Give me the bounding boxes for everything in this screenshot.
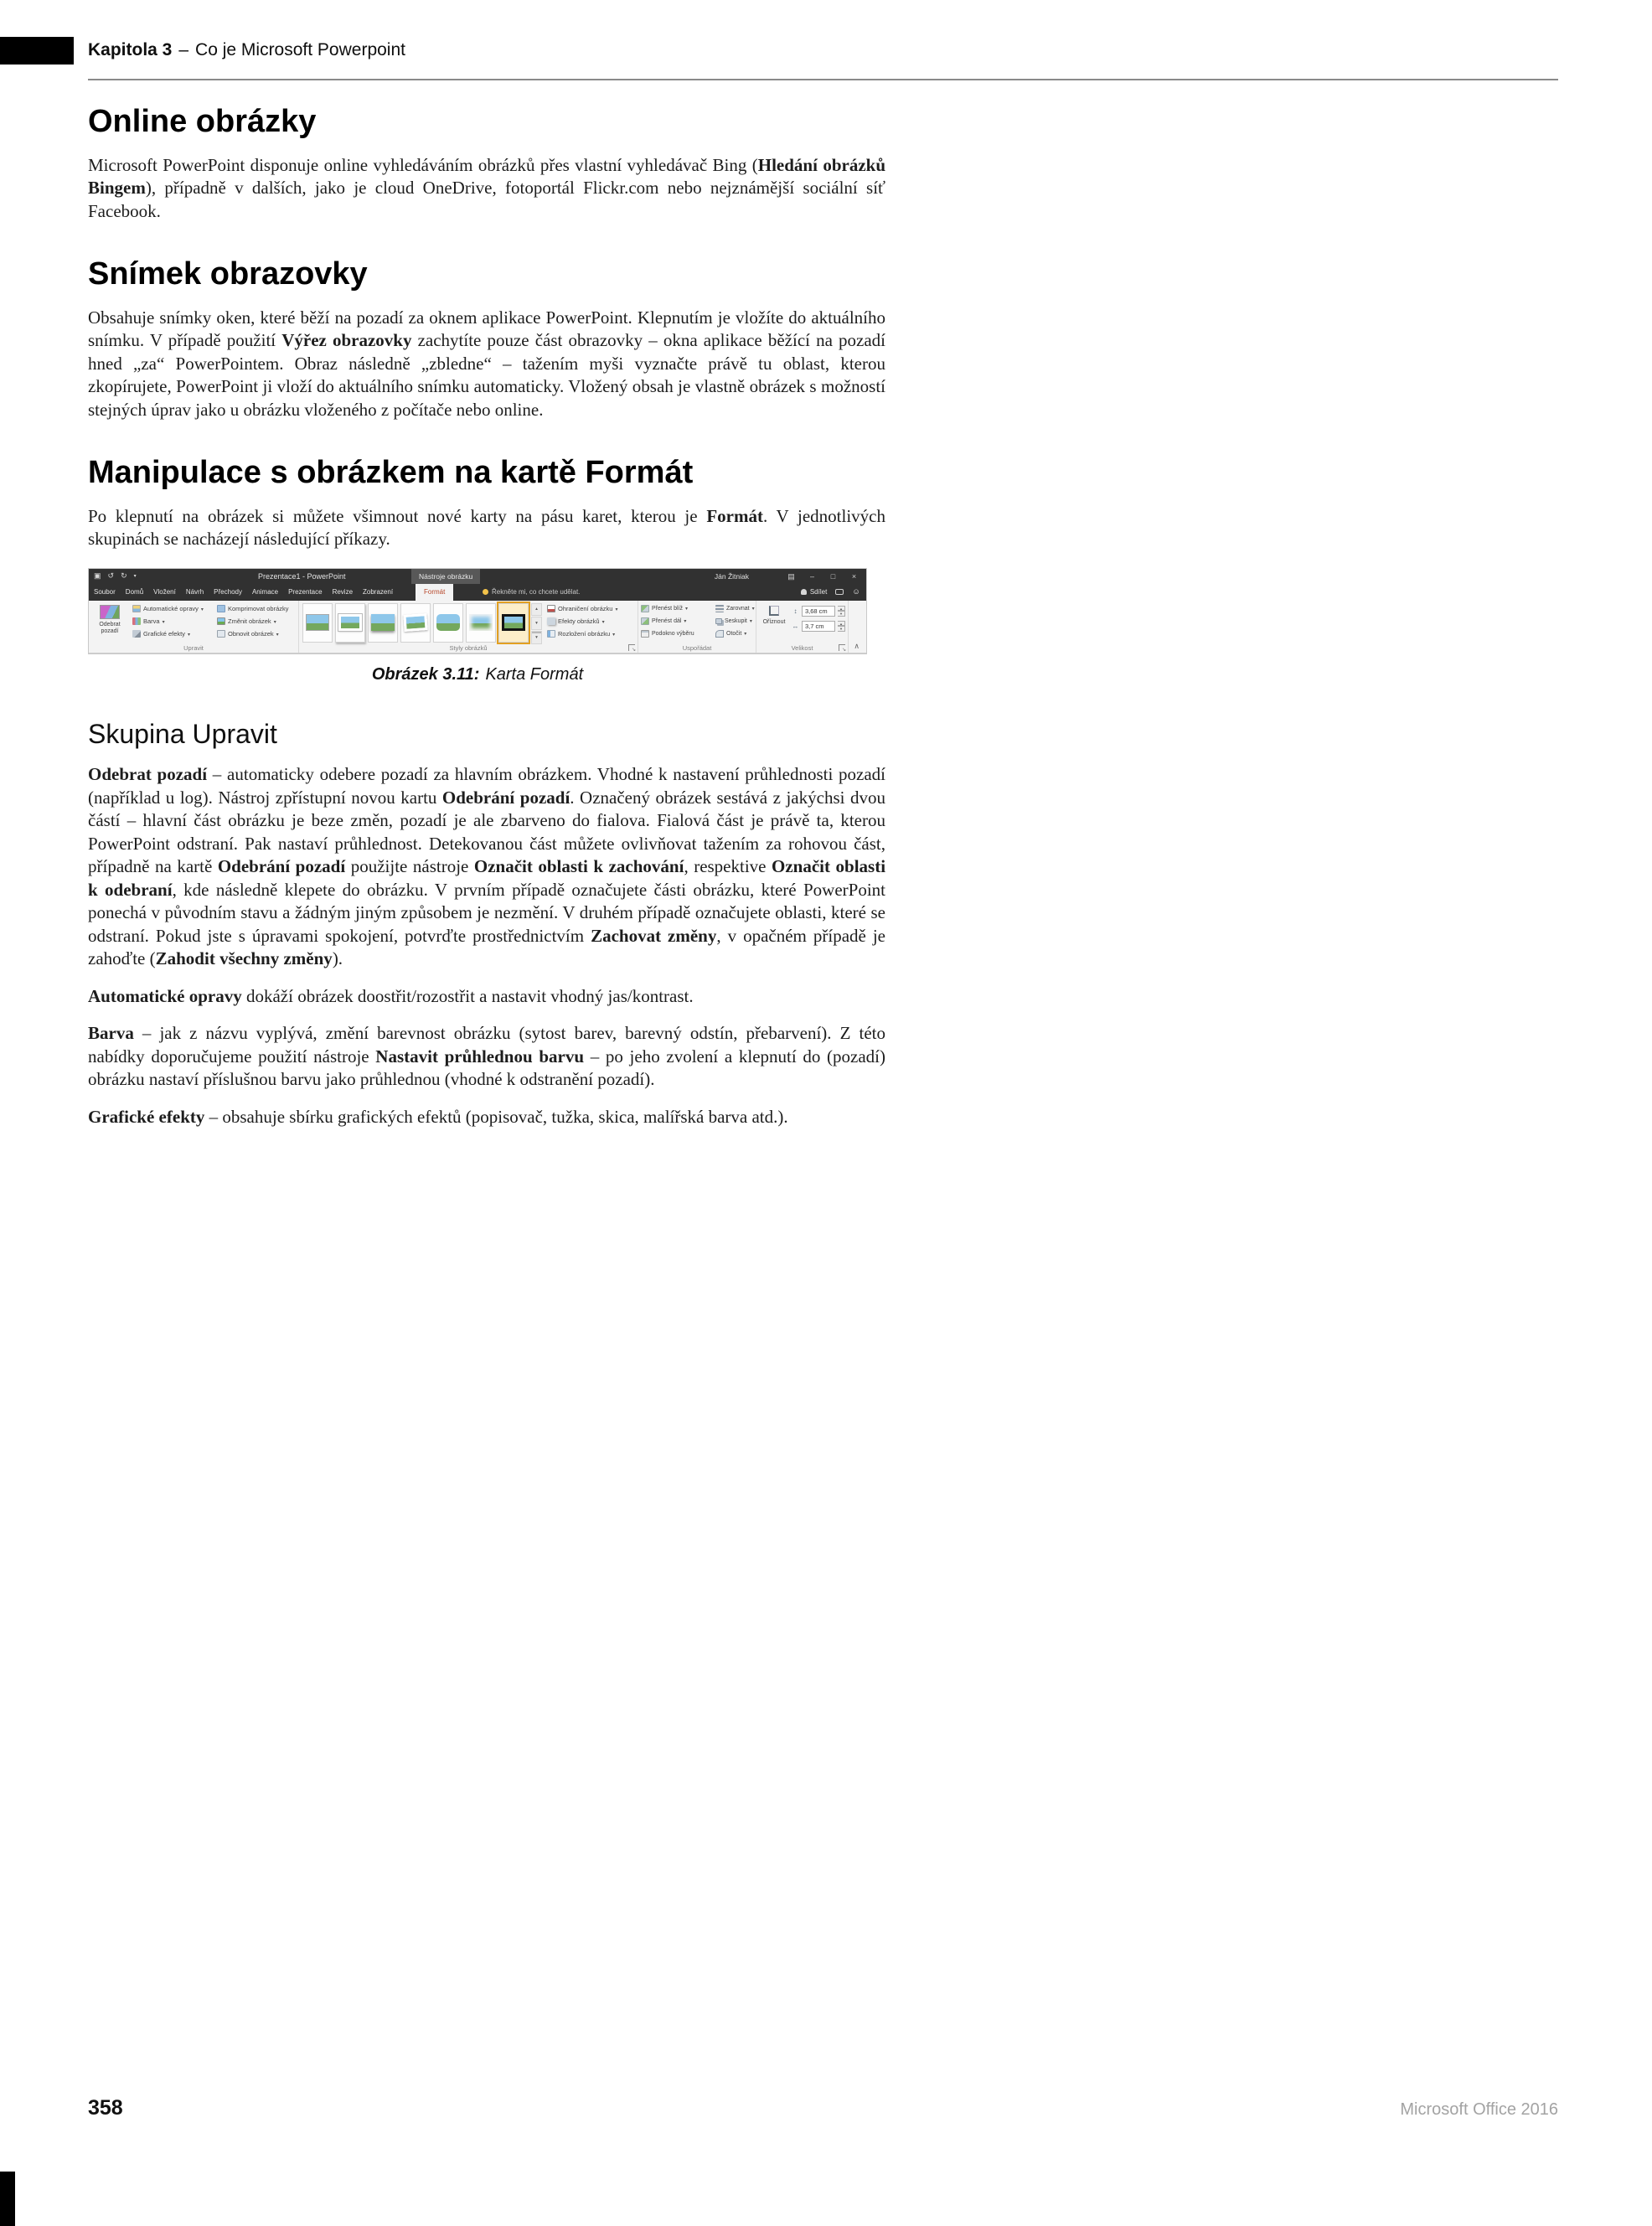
page-edge-mark-bottom xyxy=(0,2172,15,2226)
figure-ribbon-screenshot xyxy=(88,568,867,684)
corrections-label: Automatické opravy xyxy=(143,605,199,613)
send-backward-label: Přenést dál xyxy=(652,618,682,625)
tell-me-text: Řekněte mi, co chcete udělat. xyxy=(492,588,581,597)
feedback-smiley-icon[interactable]: ☺ xyxy=(852,586,860,597)
text-column xyxy=(88,92,885,1128)
tab-revize[interactable]: Revize xyxy=(332,587,354,596)
style-preview-image xyxy=(306,614,329,631)
crop-button[interactable] xyxy=(760,603,788,643)
gallery-scroll-down-icon[interactable]: ▾ xyxy=(531,617,542,630)
picture-style-thumbnail-selected[interactable] xyxy=(498,603,529,643)
paragraph-automaticke-opravy: Automatické opravy dokáží obrázek doostřit/rozostřit a nastavit vhodný jas/kontrast. xyxy=(88,985,694,1006)
minimize-icon[interactable]: – xyxy=(809,571,814,581)
stepper-up-icon[interactable]: ▴ xyxy=(838,606,845,612)
gallery-scroll-up-icon[interactable]: ▴ xyxy=(531,603,542,617)
selection-pane-label: Podokno výběru xyxy=(652,631,694,638)
dropdown-arrow-icon xyxy=(612,630,615,638)
height-input[interactable]: 3,68 cm xyxy=(802,606,835,617)
figure-caption-text: Karta Formát xyxy=(485,664,584,684)
dropdown-arrow-icon xyxy=(750,618,752,624)
collapse-ribbon-icon[interactable]: ∧ xyxy=(854,641,860,650)
remove-background-button[interactable] xyxy=(91,603,128,643)
picture-border-icon xyxy=(547,605,555,612)
dropdown-arrow-icon xyxy=(744,631,746,637)
dropdown-arrow-icon xyxy=(615,605,617,612)
height-field-row xyxy=(792,606,845,617)
dialog-launcher-icon[interactable] xyxy=(628,644,635,651)
picture-styles-gallery[interactable] xyxy=(302,603,529,643)
picture-border-button[interactable] xyxy=(547,604,617,614)
page-edge-mark-top xyxy=(0,37,74,65)
width-stepper[interactable] xyxy=(838,621,845,632)
dropdown-arrow-icon xyxy=(684,618,686,624)
change-picture-icon xyxy=(217,617,225,625)
group-objects-label: Seskupit xyxy=(725,618,747,625)
upravit-column-a xyxy=(132,604,204,639)
chapter-label: Kapitola 3 xyxy=(88,40,173,59)
dropdown-arrow-icon xyxy=(752,606,755,612)
gallery-scrollbar xyxy=(531,603,542,644)
save-icon[interactable]: ▣ xyxy=(94,571,101,581)
restore-icon[interactable]: □ xyxy=(830,571,836,581)
shape-width-icon: ↔ xyxy=(792,622,799,630)
section-title-skupina-upravit: Skupina Upravit xyxy=(88,718,277,749)
titlebar xyxy=(89,569,866,584)
dropdown-arrow-icon xyxy=(201,605,204,612)
stepper-down-icon[interactable]: ▾ xyxy=(838,626,845,632)
dropdown-arrow-icon xyxy=(274,617,276,625)
group-objects-button[interactable] xyxy=(715,617,755,627)
compress-pictures-label: Komprimovat obrázky xyxy=(228,605,289,613)
tab-domu[interactable]: Domů xyxy=(125,587,144,596)
header-separator: – xyxy=(178,40,189,59)
crop-icon xyxy=(769,606,779,616)
paragraph-graficke-efekty: Grafické efekty – obsahuje sbírku grafických efektů (popisovač, tužka, skica, malířská barva atd.). xyxy=(88,1106,788,1127)
tab-prezentace[interactable]: Prezentace xyxy=(288,587,323,596)
compress-pictures-button[interactable] xyxy=(217,604,289,614)
dropdown-arrow-icon xyxy=(602,617,605,625)
reset-picture-icon xyxy=(217,630,225,638)
align-icon xyxy=(715,605,724,612)
picture-effects-icon xyxy=(547,617,555,625)
ribbon-body xyxy=(89,601,866,653)
compress-pictures-icon xyxy=(217,605,225,612)
running-header xyxy=(88,39,1558,62)
tab-navrh[interactable]: Návrh xyxy=(185,587,204,596)
upravit-column-b xyxy=(217,604,289,639)
bring-forward-button[interactable] xyxy=(641,604,694,614)
tab-format-active[interactable]: Formát xyxy=(416,584,453,601)
color-label: Barva xyxy=(143,617,160,626)
rotate-icon xyxy=(715,630,724,638)
section-title-online-obrazky: Online obrázky xyxy=(88,104,317,139)
group-objects-icon xyxy=(715,618,722,624)
artistic-effects-label: Grafické efekty xyxy=(143,630,186,638)
powerpoint-ribbon xyxy=(88,568,867,654)
stepper-up-icon[interactable]: ▴ xyxy=(838,621,845,627)
window-title: Prezentace1 - PowerPoint xyxy=(258,571,346,581)
corrections-button[interactable] xyxy=(132,604,204,614)
group-label-velikost: Velikost xyxy=(791,643,813,652)
send-backward-button[interactable] xyxy=(641,617,694,627)
user-name: Ján Žitniak xyxy=(714,571,749,581)
paragraph-snimek-obrazovky: Obsahuje snímky oken, které běží na pozadí za oknem aplikace PowerPoint. Klepnutím je vložíte do aktuálního snímku. V případě použití Výřez obrazovky zachytíte pouze část obrazovky – okna aplikace běžící na pozadí hned „za“ PowerPointem. Obraz následně „zbledne“ – tažením myši vyznačte právě tu oblast, kterou zkopírujete, PowerPoint ji vloží do aktuálního snímku automaticky. Vložený obsah je vlastně obrázek s možností stejných úprav jako u obrázku vloženého z počítače nebo online. xyxy=(88,307,885,420)
reset-picture-button[interactable] xyxy=(217,629,289,639)
page-number: 358 xyxy=(88,2096,123,2120)
picture-style-thumbnail[interactable] xyxy=(302,603,333,643)
dropdown-arrow-icon xyxy=(685,606,688,612)
lightbulb-icon xyxy=(483,589,488,595)
t-prechody[interactable]: Přechody xyxy=(214,587,242,596)
style-preview-image xyxy=(371,614,395,631)
tab-vlozeni[interactable]: Vložení xyxy=(153,587,176,596)
share-button[interactable] xyxy=(801,588,827,596)
style-preview-image xyxy=(338,614,362,631)
picture-style-thumbnail[interactable] xyxy=(335,603,365,643)
corrections-icon xyxy=(132,605,141,612)
undo-icon[interactable]: ↺ xyxy=(107,571,115,581)
figure-caption-label: Obrázek 3.11: xyxy=(371,664,480,684)
crop-label: Oříznout xyxy=(762,618,786,625)
figure-caption xyxy=(88,665,867,684)
redo-icon[interactable]: ↻ xyxy=(121,571,127,581)
group-styly-obrazku xyxy=(299,601,638,653)
width-field-row xyxy=(792,621,845,632)
style-preview-image xyxy=(469,614,493,631)
usporadat-column-b xyxy=(715,604,755,639)
group-velikost xyxy=(756,601,849,653)
group-usporadat xyxy=(638,601,756,653)
align-label: Zarovnat xyxy=(726,606,750,612)
picture-layout-label: Rozložení obrázku xyxy=(558,630,611,638)
picture-style-thumbnail[interactable] xyxy=(368,603,398,643)
comments-icon[interactable] xyxy=(835,589,844,595)
selection-pane-button[interactable] xyxy=(641,629,694,639)
rotate-label: Otočit xyxy=(726,631,742,638)
paragraph-odebrat-pozadi: Odebrat pozadí – automaticky odebere pozadí za hlavním obrázkem. Vhodné k nastavení průhlednosti pozadí (například u log). Nástroj zpřístupní novou kartu Odebrání pozadí. Označený obrázek sestává z jakýchsi dvou částí – hlavní část obrázku je beze změn, pozadí je ale zbarveno do fialova. Fialová část je právě ta, kterou PowerPoint odstraní. Pak nastaví průhlednost. Detekovanou část můžete ovlivňovat tažením za rohovou část, případně na kartě Odebrání pozadí použijte nástroje Označit oblasti k zachování, respektive Označit oblasti k odebraní, kde následně klepete do obrázku. V prvním případě označujete části obrázku, které PowerPoint ponechá v původním stavu a žádným jiným způsobem je nezmění. V druhém případě označujete oblasti, které se odstraní. Pokud jste s úpravami spokojení, potvrďte prostřednictvím Zachovat změny, v opačném případě je zahoďte (Zahodit všechny změny). xyxy=(88,764,886,969)
remove-background-label: Odebrat pozadí xyxy=(99,621,121,634)
tab-animace[interactable]: Animace xyxy=(251,587,279,596)
send-backward-icon xyxy=(641,617,649,625)
color-icon xyxy=(132,617,141,625)
share-label: Sdílet xyxy=(809,588,828,597)
person-icon xyxy=(801,589,807,595)
tab-soubor[interactable]: Soubor xyxy=(94,587,116,596)
style-preview-image xyxy=(436,614,460,631)
artistic-effects-button[interactable] xyxy=(132,629,204,639)
size-fields xyxy=(792,606,845,632)
picture-style-thumbnail[interactable] xyxy=(400,603,431,643)
style-preview-image xyxy=(502,614,525,631)
align-button[interactable] xyxy=(715,604,755,614)
picture-effects-label: Efekty obrázků xyxy=(558,617,600,626)
artistic-effects-icon xyxy=(132,630,141,638)
chapter-title: Co je Microsoft Powerpoint xyxy=(195,40,405,59)
change-picture-button[interactable] xyxy=(217,617,289,627)
selection-pane-icon xyxy=(641,630,649,638)
close-icon[interactable]: × xyxy=(851,571,857,581)
height-stepper[interactable] xyxy=(838,606,845,617)
dialog-launcher-icon[interactable] xyxy=(839,644,845,651)
change-picture-label: Změnit obrázek xyxy=(228,617,271,626)
dropdown-arrow-icon xyxy=(276,630,279,638)
reset-picture-label: Obnovit obrázek xyxy=(228,630,274,638)
bring-forward-icon xyxy=(641,605,649,612)
usporadat-column-a xyxy=(641,604,694,639)
picture-border-label: Ohraničení obrázku xyxy=(558,605,613,613)
tab-zobrazeni[interactable]: Zobrazení xyxy=(363,587,394,596)
paragraph-barva: Barva – jak z názvu vyplývá, změní barevnost obrázku (sytost barev, barevný odstín, přebarvení). Z této nabídky doporučujeme použití nástroje Nastavit průhlednou barvu – po jeho zvolení a klepnutí do (pozadí) obrázku nastaví příslušnou barvu jako průhlednou (vhodné k odstranění pozadí). xyxy=(88,1023,885,1090)
group-upravit xyxy=(89,601,299,653)
width-input[interactable]: 3,7 cm xyxy=(802,621,835,632)
gallery-more-icon[interactable]: ▾ xyxy=(531,631,542,644)
header-rule xyxy=(88,79,1558,80)
section-title-snimek-obrazovky: Snímek obrazovky xyxy=(88,256,368,292)
styly-buttons-column xyxy=(547,604,617,639)
remove-background-icon xyxy=(100,605,120,619)
tell-me-box[interactable] xyxy=(483,584,580,601)
ribbon-display-options-icon[interactable]: ▤ xyxy=(787,571,795,581)
dropdown-arrow-icon xyxy=(163,617,165,625)
group-label-usporadat: Uspořádat xyxy=(682,643,712,652)
window-controls xyxy=(781,569,865,584)
book-title-footer: Microsoft Office 2016 xyxy=(1400,2100,1558,2119)
shape-height-icon: ↕ xyxy=(793,607,798,615)
tabrow-right-cluster xyxy=(801,584,860,601)
stepper-down-icon[interactable]: ▾ xyxy=(838,611,845,617)
color-button[interactable] xyxy=(132,617,204,627)
contextual-tab-header: Nástroje obrázku xyxy=(411,569,480,584)
paragraph-manipulace: Po klepnutí na obrázek si můžete všimnout nové karty na pásu karet, kterou je Formát. V jednotlivých skupinách se nacházejí následující příkazy. xyxy=(88,505,886,550)
picture-layout-icon xyxy=(547,630,555,638)
ribbon-tab-row xyxy=(89,584,866,601)
picture-layout-button[interactable] xyxy=(547,629,617,639)
picture-style-thumbnail[interactable] xyxy=(466,603,496,643)
dropdown-arrow-icon xyxy=(188,630,190,638)
qat-customize-icon[interactable]: ▾ xyxy=(133,574,137,580)
group-label-styly: Styly obrázků xyxy=(449,643,488,652)
picture-style-thumbnail[interactable] xyxy=(433,603,463,643)
bring-forward-label: Přenést blíž xyxy=(652,606,683,612)
paragraph-online-obrazky: Microsoft PowerPoint disponuje online vyhledáváním obrázků přes vlastní vyhledávač Bing (Hledání obrázků Bingem), případně v dalších, jako je cloud OneDrive, fotoportál Flickr.com nebo nejznámější sociální síť Facebook. xyxy=(88,154,886,221)
rotate-button[interactable] xyxy=(715,629,755,639)
quick-access-toolbar xyxy=(94,569,137,584)
picture-effects-button[interactable] xyxy=(547,617,617,627)
section-title-manipulace: Manipulace s obrázkem na kartě Formát xyxy=(88,455,694,491)
style-preview-image xyxy=(403,613,427,632)
group-label-upravit: Upravit xyxy=(183,643,204,652)
